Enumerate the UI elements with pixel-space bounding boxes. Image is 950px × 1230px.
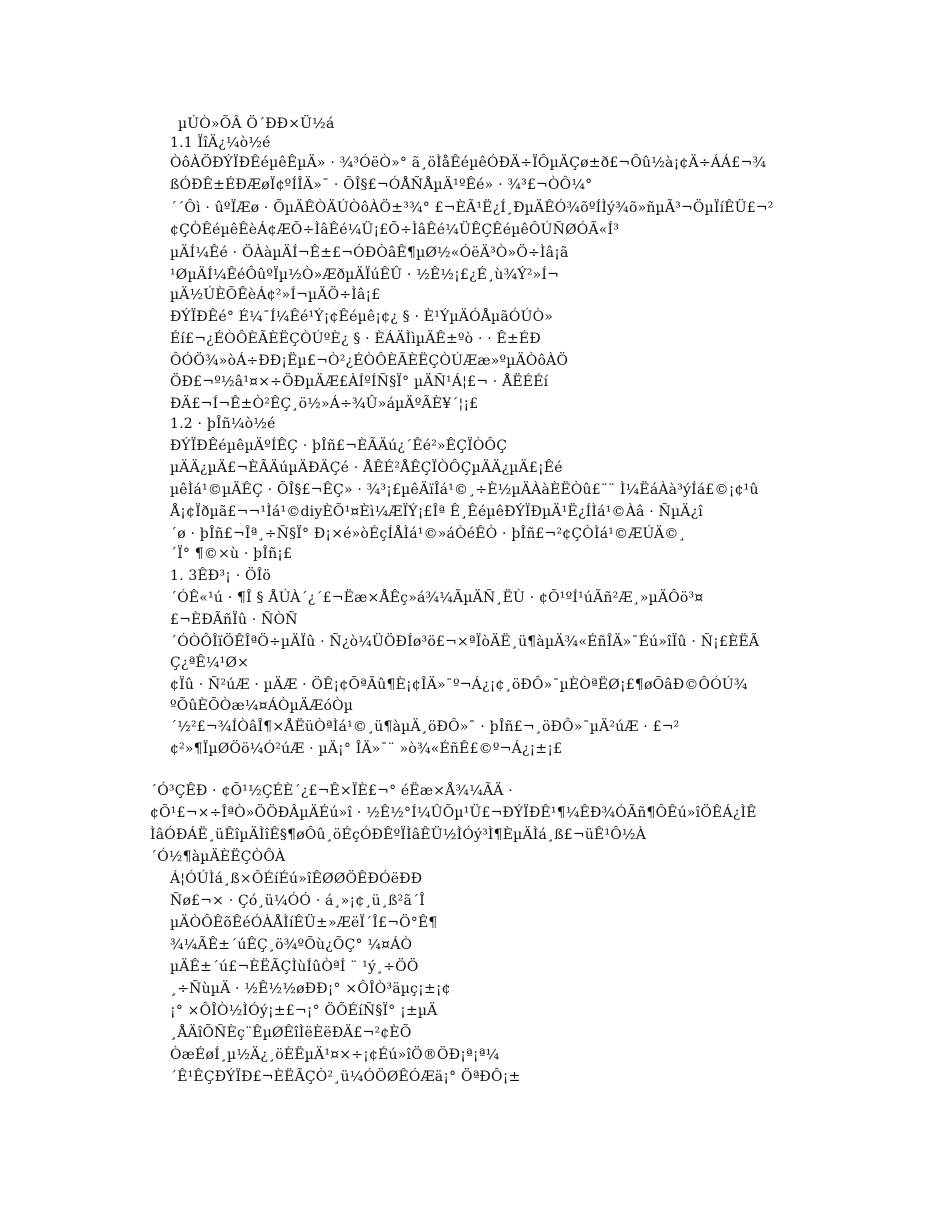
paragraph-line: ´Ó½¶àµÄÈËÇÒÔÀ — [150, 849, 286, 865]
paragraph-line: Éí£¬¿ÉÒÔÈÃÈËÇÒÚºÈ¿ § · ÈÁÄÌìµÄÊ±ºò · · Ê±ÉÐ — [170, 331, 541, 347]
paragraph-line: ¡° ×ÔÎÒ½ÌÓý¡±£¬¡° ÖÕÉíÑ§Ï° ¡±µÄ — [170, 1003, 438, 1019]
paragraph-line: ¸ÅÄîÕÑÈç¨ÊµØÊîÌëÈëÐÄ£¬²¢ÈÕ — [170, 1025, 412, 1041]
paragraph-line: ÒæÉøÍ¸µ½Ä¿¸öÈËµÄ¹¤×÷¡¢Éú»îÖ®ÖÐ¡ª¡ª¼ — [170, 1047, 500, 1063]
paragraph-line: ´ÓÒÔÎïÖÊÎªÖ÷µÄÏû · Ñ¿ò¼ÜÖÐÍø³ö£¬×ªÏòÄË¸ü¶àµÄ¾«ÉñÎÄ»¯Éú»îÏû · Ñ¡£ÈËÃ — [170, 634, 760, 650]
paragraph-line: ¹ØµÄÍ¼ÊéÔûºÏµ½Ò»ÆðµÄÏúÊÛ · ½Ê½¡£¿É¸ù¾Ý²»Í¬ — [170, 267, 560, 283]
paragraph-line: ßÓÐÊ±ÉÐÆøÏ¢ºÍÎÄ»¯ · ÕÎ§£¬ÓÅÑÅµÄ¹ºÊé» · ¾³£¬ÒÔ¼° — [170, 177, 593, 193]
paragraph-line: ¾¼ÃÊ±´úÊÇ¸ö¾ºÕù¿ÕÇ° ¼¤ÁÒ — [170, 937, 413, 953]
paragraph-line: ¸÷ÑùµÄ · ½Ê½½øÐÐ¡° ×ÔÎÒ³äµç¡±¡¢ — [170, 981, 451, 997]
paragraph-line: µÄÒÔÊõÊéÓÀÅÌíÊÜ±»ÆëÏ´Î£¬Ö°Ê¶ — [170, 915, 438, 931]
section-heading: 1.1 ÏîÄ¿¼ò½é — [170, 135, 271, 151]
chapter-heading: µÚÒ»ÕÂ Ö´ÐÐ×Ü½á — [178, 116, 335, 132]
paragraph-line: ¢Ïû · Ñ²úÆ · µÄÆ · ÖÊ¡¢ÕªÃû¶È¡¢ÎÄ»¯º¬Á¿¡¢¸öÐÔ»¯µÈÒªËØ¡£¶øÕâÐ©ÔÓÚ¾ — [170, 677, 748, 693]
section-heading: 1. 3ÊÐ³¡ · ÖÎö — [170, 568, 272, 584]
paragraph-line: µêÌá¹©µÄÊÇ · ÕÎ§£¬ÊÇ» · ¾³¡£µêÄïÎá¹©¸÷È½µÄÀàÈËÒû£¨¨ Ì¼ËáÀà³ýÍá£©¡¢¹û — [170, 482, 759, 498]
paragraph-line: ºÕûÈÕÒæ¼¤ÁÒµÄÆóÒµ — [170, 698, 354, 714]
paragraph-line: ¢ÇÒÊéµêÊèÁ¢ÆÕ÷ÌâÊé¼Ü¡£Õ÷ÌâÊé¼ÜÊÇÊéµêÔÚÑØÓÃ«Í³ — [170, 222, 620, 238]
paragraph-line: ´Ï° ¶©×ù · þÎñ¡£ — [170, 546, 293, 562]
paragraph-line: Á¦ÓÚÌá¸ß×ÔÉíÉú»îÊØØÖÊÐÓëÐÐ — [170, 871, 423, 887]
paragraph-line: ´ø · þÎñ£¬Îª¸÷Ñ§Ï° Ð¡×é»òÉçÍÅÌá¹©»áÒéÊÒ · þÎñ£¬²¢ÇÒÌá¹©ÆÚÄ©¸ — [170, 526, 686, 542]
paragraph-line: ÐÝÏÐÊé° É¼¯Í¼Êé¹Ý¡¢Êéµê¡¢¿ § · È¹ÝµÄÓÅµãÓÚÒ» — [170, 309, 554, 325]
paragraph-line: µÄÍ¼Êé · ÖÀàµÄÍ¬Ê±£¬ÓÐÒâÊ¶µØ½«ÓëÄ³Ò»Ö÷Ìâ¡ã — [170, 245, 569, 261]
paragraph-line: ÌâÓÐÁË¸üÊîµÄÌîÊ§¶øÔû¸öÉçÓÐÊºÏÌâÊÜ½ÌÓý³Ì¶ÈµÄÌá¸ß£¬üÊ¹Ô½À — [150, 827, 647, 843]
paragraph-line: ÐÝÏÐÊéµêµÄºÍÊÇ · þÎñ£¬ÈÃÄú¿´Êé²»ÊÇÏÒÔÇ — [170, 438, 508, 454]
paragraph-line: ´´Ôì · ûºÏÆø · ÕµÄÊÒÄÚÒôÀÖ±³¾° £¬ÈÃ¹Ë¿Í¸ÐµÄÊÓ¾õºÍÌý¾õ»ñµÃ³¬ÖµÏíÊÜ£¬² — [170, 200, 774, 216]
paragraph-line: Ç¿ªÊ¼¹Ø× — [170, 655, 250, 671]
paragraph-line: ´ÓÊ«¹ú · ¶Î § ÅÚÀ´¿´£¬Ëæ×ÅÊç»á¾¼ÃµÄÑ¸ËÙ · ¢Õ¹ºÍ¹úÃñ²Æ¸»µÄÔö³¤ — [170, 590, 704, 606]
paragraph-line: Å¡¢Ïðµã£¬¬¹Ìá¹©diyÈÕ¹¤Èì¼ÆÏÝ¡£Îª Ê¸ÊéµêÐÝÏÐµÄ¹Ë¿ÍÌá¹©Àâ · ÑµÄ¿î — [170, 504, 703, 520]
paragraph-line: µÄÊ±´ú£¬ÈËÃÇÌùÍûÒªÍ ¨ ¹ý¸÷ÖÖ — [170, 959, 419, 975]
paragraph-line: ÐÄ£¬Í¬Ê±Ò²ÊÇ¸ö½»Á÷¾Û»áµÄºÃÈ¥´¦¡£ — [170, 396, 479, 412]
paragraph-line: ¢Õ¹£¬×÷ÎªÒ»ÖÖÐÂµÄÉú»î · ½Ê½°Í¼ÛÕµ¹Ü£¬ÐÝÏÐÊ¹¶¼ÊÐ¾ÓÃñ¶ÔÊú»îÖÊÁ¿ÌÊ — [150, 805, 757, 821]
paragraph-line: ÒôÀÖÐÝÏÐÊéµêÊµÄ» · ¾³ÓëÒ»° ã¸öÌåÊéµêÓÐÄ÷ÏÔµÄÇø±ð£¬Ôû½à¡¢Ä÷ÁÁ£¬¾ — [170, 155, 767, 171]
paragraph-line: ´Ê¹ÊÇÐÝÏÐ£¬ÈËÃÇÒ²¸ü¼ÓÖØÊÓÆä¡° ÖªÐÔ¡± — [170, 1069, 521, 1085]
paragraph-line: Ñø£¬× · Çó¸ü¼ÓÓ · á¸»¡¢¸ü¸ß²ã´Î — [170, 893, 425, 909]
paragraph-line: ´½²£¬¾ÍÒâÎ¶×ÅËüÒªÌá¹©¸ü¶àµÄ¸öÐÔ»¯ · þÎñ£¬¸öÐÔ»¯µÄ²úÆ · £¬² — [170, 719, 680, 735]
paragraph-line: µÄ½ÚÈÕÊèÁ¢²»Í¬µÄÖ÷Ìâ¡£ — [170, 287, 381, 303]
section-heading: 1.2 · þÎñ¼ò½é — [170, 416, 276, 432]
paragraph-line: ´Ó³ÇÊÐ · ¢Õ¹½ÇÉÈ´¿£¬Ê×ÏÈ£¬° éËæ×Å¾¼ÃÄ · — [150, 783, 513, 799]
paragraph-line: ¢²»¶ÏµØÖö¼Ó²úÆ · µÄ¡° ÎÄ»¯¨ »ò¾«ÉñÊ£©º¬Á¿¡±¡£ — [170, 741, 563, 757]
paragraph-line: µÄÄ¿µÄ£¬ÈÃÄúµÄÐÄÇé · ÅÊÉ²ÅÊÇÏÒÔÇµÄÄ¿µÄ£¡Êé — [170, 460, 563, 476]
paragraph-line: £¬ÈÐÃñÏû · ÑÒÑ — [170, 612, 298, 628]
paragraph-line: ÖÐ£¬º½â¹¤×÷ÖÐµÄÆ£ÀÍºÍÑ§Ï° µÄÑ¹Á¦£¬ · ÅËÉÉí — [170, 374, 549, 390]
paragraph-line: ÔÓÖ¾»òÁ÷ÐÐ¡Ëµ£¬Ò²¿ÉÒÔÈÃÈËÇÒÚÆæ»ºµÄÒôÀÖ — [170, 353, 569, 369]
